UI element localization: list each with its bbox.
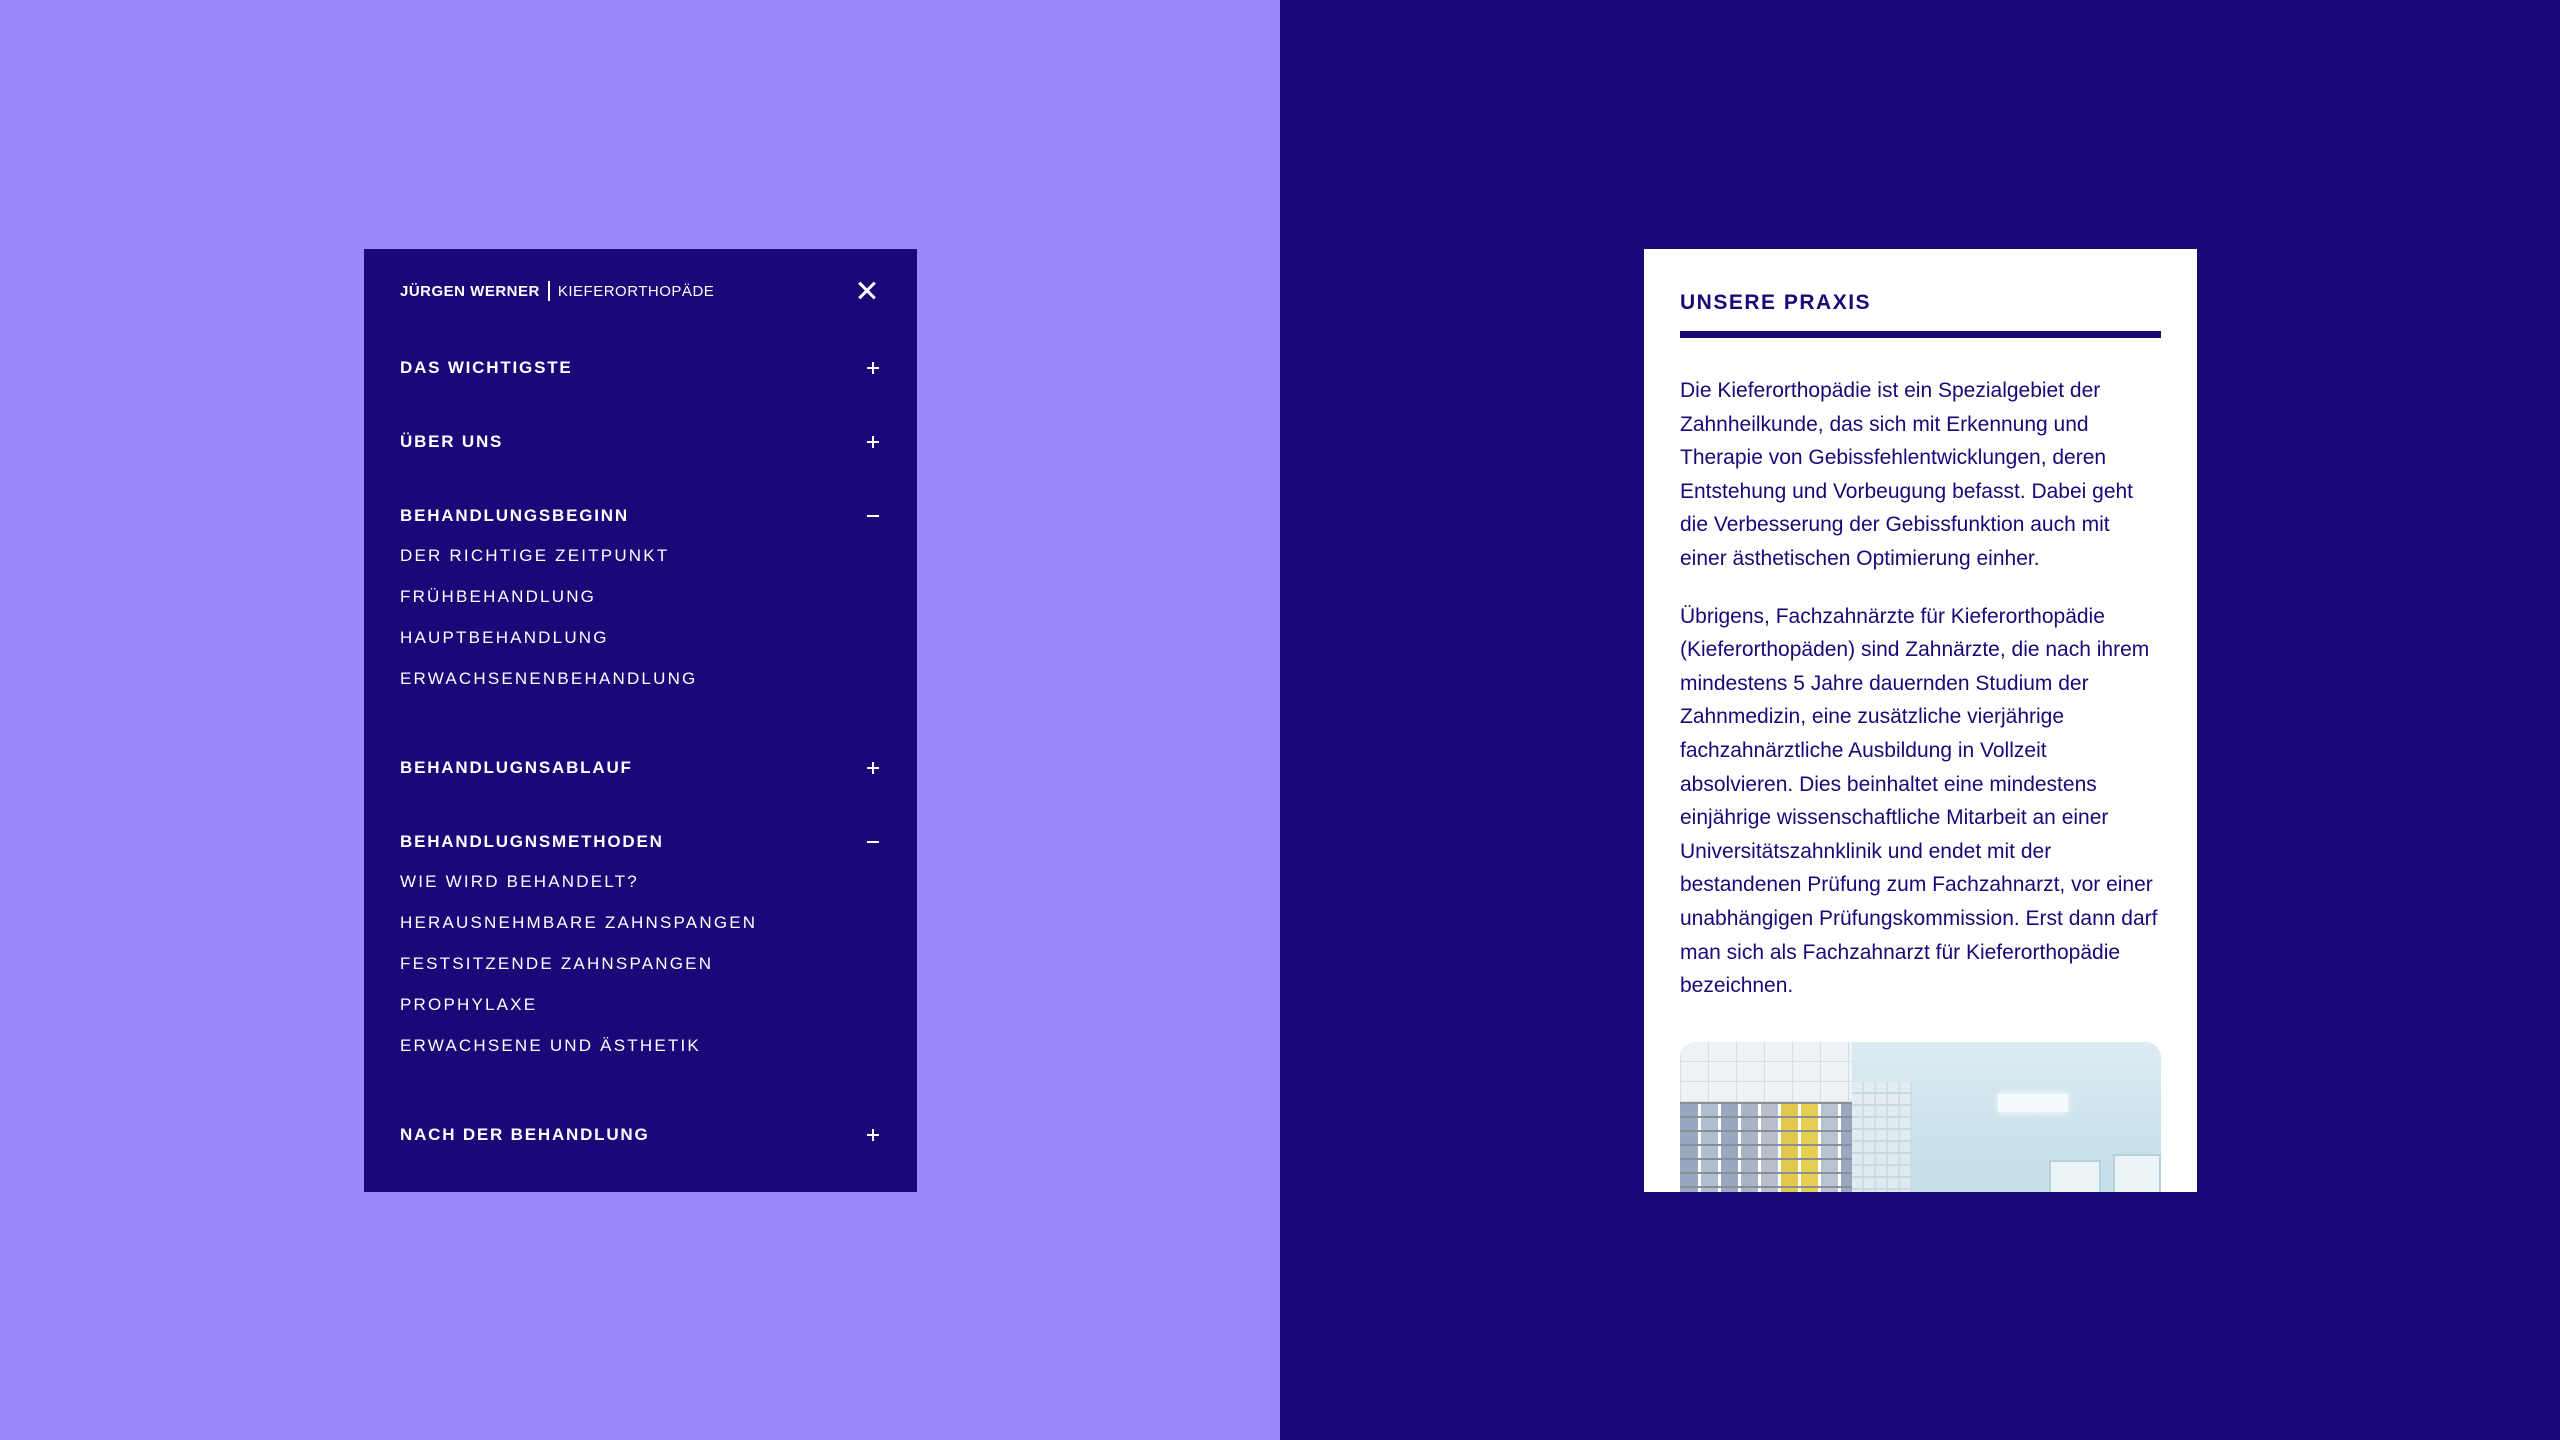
menu-section-title: ÜBER UNS xyxy=(400,432,504,451)
submenu-item[interactable]: WIE WIRD BEHANDELT? xyxy=(400,872,639,891)
menu-section-title: BEHANDLUGNSMETHODEN xyxy=(400,832,664,851)
menu-section-header[interactable] xyxy=(400,355,881,381)
photo-room xyxy=(1852,1042,2161,1192)
plus-icon[interactable] xyxy=(865,360,881,376)
brand-name: JÜRGEN WERNER xyxy=(400,282,540,300)
photo-side-shelves xyxy=(1852,1082,1912,1192)
mobile-menu-panel xyxy=(364,249,917,1192)
photo-ceiling-light xyxy=(1998,1094,2068,1112)
practice-interior-photo xyxy=(1680,1042,2161,1192)
minus-icon[interactable] xyxy=(865,834,881,850)
plus-icon[interactable] xyxy=(865,760,881,776)
submenu-list xyxy=(400,543,881,707)
paragraph-2: Übrigens, Fachzahnärzte für Kieferorthopädie (Kieferorthopäden) sind Zahnärzte, die nach ihrem mindestens 5 Jahre dauernden Studium der Zahnmedizin, eine zusätzliche vierjährige fachzahnärztliche Ausbildung in Vollzeit absolvieren. Dies beinhaltet eine mindestens einjährige wissenschaftliche Mitarbeit an einer Universitätszahnklinik und endet mit der bestandenen Prüfung zum Fachzahnarzt, vor einer unabhängigen Prüfungskommission. Erst dann darf man sich als Fachzahnarzt für Kieferorthopädie bezeichnen. xyxy=(1680,604,2158,998)
submenu-item[interactable]: HAUPTBEHANDLUNG xyxy=(400,628,609,647)
menu-section-title: NACH DER BEHANDLUNG xyxy=(400,1125,650,1144)
menu-section-header[interactable] xyxy=(400,429,881,455)
photo-ceiling xyxy=(1680,1042,1852,1102)
photo-storage-shelves xyxy=(1680,1102,1852,1192)
card-text xyxy=(1680,374,2161,1003)
menu-section-title: DAS WICHTIGSTE xyxy=(400,358,573,377)
menu-section xyxy=(400,755,881,781)
submenu-item[interactable]: ERWACHSENENBEHANDLUNG xyxy=(400,669,698,688)
photo-shelf-area xyxy=(1680,1042,1852,1192)
menu-list xyxy=(400,355,881,1196)
photo-window xyxy=(2113,1154,2161,1192)
menu-section-header[interactable] xyxy=(400,829,881,855)
close-icon[interactable] xyxy=(853,277,881,305)
menu-section xyxy=(400,503,881,707)
submenu-item[interactable]: FESTSITZENDE ZAHNSPANGEN xyxy=(400,954,714,973)
submenu-item[interactable]: ERWACHSENE UND ÄSTHETIK xyxy=(400,1036,701,1055)
menu-section xyxy=(400,1122,881,1148)
submenu-item[interactable]: HERAUSNEHMBARE ZAHNSPANGEN xyxy=(400,913,758,932)
brand-logo[interactable] xyxy=(400,281,714,301)
menu-section xyxy=(400,355,881,381)
submenu-item[interactable]: FRÜHBEHANDLUNG xyxy=(400,587,597,606)
minus-icon[interactable] xyxy=(865,508,881,524)
menu-section-title: BEHANDLUNGSBEGINN xyxy=(400,506,629,525)
submenu-list xyxy=(400,869,881,1074)
menu-section xyxy=(400,829,881,1074)
paragraph-1: Die Kieferorthopädie ist ein Spezialgebiet der Zahnheilkunde, das sich mit Erkennung und Therapie von Gebissfehlentwicklungen, deren Entstehung und Vorbeugung befasst. Dabei geht die Verbesserung der Gebissfunktion auch mit einer ästhetischen Optimierung einher. xyxy=(1680,379,2134,570)
plus-icon[interactable] xyxy=(865,434,881,450)
submenu-item[interactable]: PROPHYLAXE xyxy=(400,995,538,1014)
menu-section-header[interactable] xyxy=(400,755,881,781)
title-underline xyxy=(1680,331,2161,338)
menu-section-header[interactable] xyxy=(400,1122,881,1148)
menu-section-title: BEHANDLUGNSABLAUF xyxy=(400,758,633,777)
menu-section-header[interactable] xyxy=(400,503,881,529)
photo-window xyxy=(2049,1160,2101,1192)
menu-section xyxy=(400,429,881,455)
submenu-item[interactable]: DER RICHTIGE ZEITPUNKT xyxy=(400,546,670,565)
menu-header xyxy=(400,271,881,311)
brand-subtitle: KIEFERORTHOPÄDE xyxy=(557,282,715,300)
content-card xyxy=(1644,249,2197,1192)
card-content xyxy=(1680,249,2161,1027)
brand-separator xyxy=(548,281,550,301)
card-title: UNSERE PRAXIS xyxy=(1680,291,1872,314)
plus-icon[interactable] xyxy=(865,1127,881,1143)
